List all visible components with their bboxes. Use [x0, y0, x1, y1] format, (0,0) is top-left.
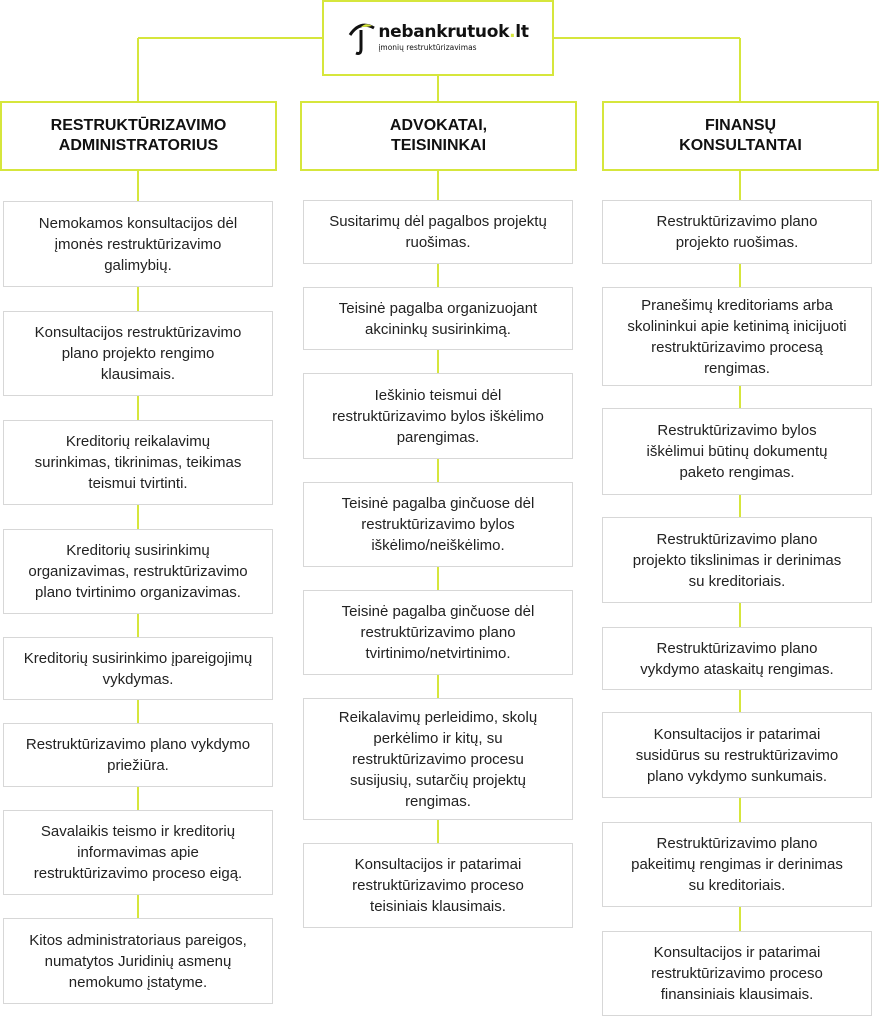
- service-card: Restruktūrizavimo plano vykdymo ataskaitų rengimas.: [602, 627, 872, 690]
- service-card: Kreditorių susirinkimų organizavimas, restruktūrizavimo plano tvirtinimo organizavimas.: [3, 529, 273, 614]
- service-card: Teisinė pagalba ginčuose dėl restruktūrizavimo bylos iškėlimo/neiškėlimo.: [303, 482, 573, 567]
- header-administrators: RESTRUKTŪRIZAVIMO ADMINISTRATORIUS: [0, 101, 277, 171]
- umbrella-icon: [347, 18, 377, 58]
- service-card: Restruktūrizavimo plano pakeitimų rengimas ir derinimas su kreditoriais.: [602, 822, 872, 907]
- service-card: Susitarimų dėl pagalbos projektų ruošimas.: [303, 200, 573, 264]
- service-card: Konsultacijos ir patarimai restruktūrizavimo proceso teisiniais klausimais.: [303, 843, 573, 928]
- service-card: Teisinė pagalba ginčuose dėl restruktūrizavimo plano tvirtinimo/netvirtinimo.: [303, 590, 573, 675]
- service-card: Teisinė pagalba organizuojant akcininkų susirinkimą.: [303, 287, 573, 350]
- service-card: Restruktūrizavimo plano projekto tikslinimas ir derinimas su kreditoriais.: [602, 517, 872, 603]
- header-lawyers: ADVOKATAI, TEISININKAI: [300, 101, 577, 171]
- service-card: Savalaikis teismo ir kreditorių informavimas apie restruktūrizavimo proceso eigą.: [3, 810, 273, 895]
- service-card: Restruktūrizavimo bylos iškėlimui būtinų dokumentų paketo rengimas.: [602, 408, 872, 495]
- service-card: Ieškinio teismui dėl restruktūrizavimo bylos iškėlimo parengimas.: [303, 373, 573, 459]
- service-card: Reikalavimų perleidimo, skolų perkėlimo ir kitų, su restruktūrizavimo procesu susijusių, sutarčių projektų rengimas.: [303, 698, 573, 820]
- logo-wordmark: nebankrutuok.lt: [378, 22, 529, 43]
- service-card: Restruktūrizavimo plano projekto ruošimas.: [602, 200, 872, 264]
- logo-tagline: įmonių restruktūrizavimas: [378, 43, 477, 53]
- service-card: Konsultacijos ir patarimai susidūrus su restruktūrizavimo plano vykdymo sunkumais.: [602, 712, 872, 798]
- service-card: Konsultacijos ir patarimai restruktūrizavimo proceso finansiniais klausimais.: [602, 931, 872, 1016]
- service-card: Kreditorių susirinkimo įpareigojimų vykdymas.: [3, 637, 273, 700]
- service-card: Restruktūrizavimo plano vykdymo priežiūra.: [3, 723, 273, 787]
- service-card: Kreditorių reikalavimų surinkimas, tikrinimas, teikimas teismui tvirtinti.: [3, 420, 273, 505]
- service-card: Pranešimų kreditoriams arba skolininkui apie ketinimą inicijuoti restruktūrizavimo procesą rengimas.: [602, 287, 872, 386]
- service-card: Konsultacijos restruktūrizavimo plano projekto rengimo klausimais.: [3, 311, 273, 396]
- logo-box: [322, 0, 554, 76]
- header-financial-consultants: FINANSŲ KONSULTANTAI: [602, 101, 879, 171]
- service-card: Kitos administratoriaus pareigos, numatytos Juridinių asmenų nemokumo įstatyme.: [3, 918, 273, 1004]
- service-card: Nemokamos konsultacijos dėl įmonės restruktūrizavimo galimybių.: [3, 201, 273, 287]
- logo: [347, 18, 528, 58]
